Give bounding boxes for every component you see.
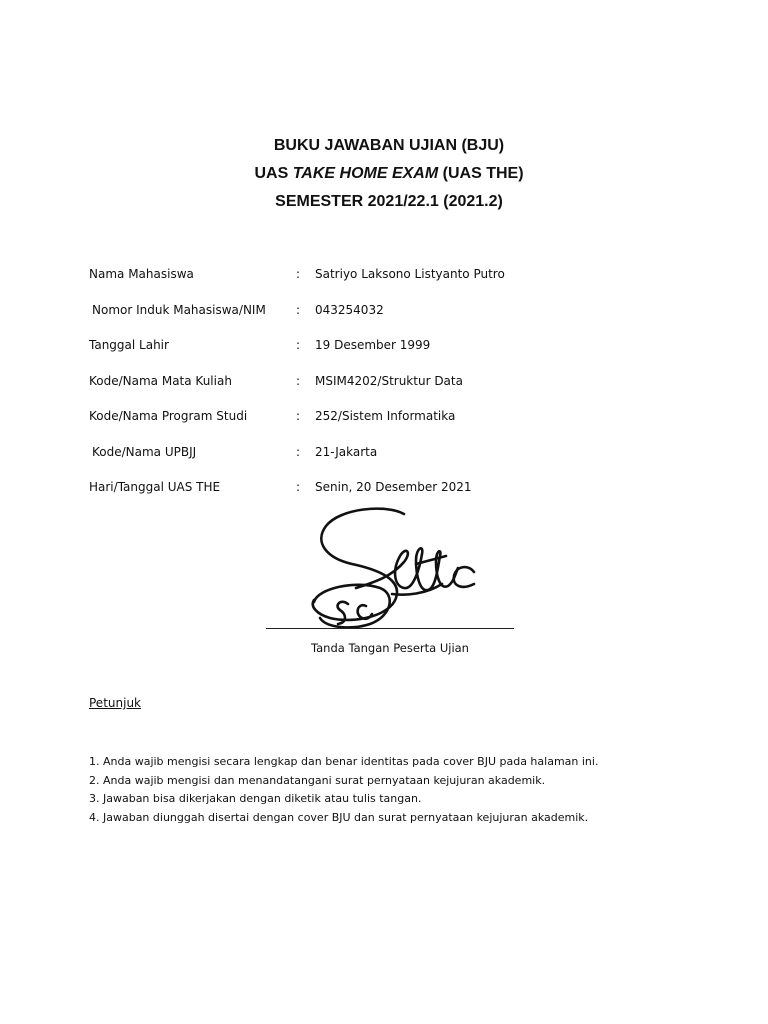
identity-label: Nomor Induk Mahasiswa/NIM: [92, 302, 266, 317]
identity-colon: :: [296, 373, 301, 388]
identity-row-nim: [89, 300, 689, 336]
identity-row-tanggal-lahir: [89, 335, 689, 371]
identity-table: [89, 264, 689, 513]
identity-value: MSIM4202/Struktur Data: [315, 373, 463, 388]
identity-row-mata-kuliah: [89, 371, 689, 407]
signature-strokes: [313, 509, 474, 628]
handwritten-signature: [296, 506, 492, 634]
identity-row-upbjj: [89, 442, 689, 478]
identity-value: 252/Sistem Informatika: [315, 409, 456, 423]
identity-value: 21-Jakarta: [315, 444, 378, 459]
petunjuk-heading: Petunjuk: [89, 696, 141, 710]
identity-colon: :: [296, 302, 301, 317]
identity-colon: :: [296, 267, 301, 281]
signature-caption: Tanda Tangan Peserta Ujian: [311, 641, 469, 655]
identity-colon: :: [296, 409, 301, 423]
identity-value: 19 Desember 1999: [315, 338, 431, 352]
title-line-2-italic: TAKE HOME EXAM: [292, 165, 439, 182]
signature-line: [266, 628, 514, 629]
title-line-2: [0, 160, 768, 188]
petunjuk-list: [89, 753, 689, 827]
identity-label: Kode/Nama Mata Kuliah: [89, 373, 232, 388]
identity-label: Hari/Tanggal UAS THE: [89, 480, 221, 494]
title-line-3: SEMESTER 2021/22.1 (2021.2): [275, 193, 503, 210]
identity-value: Satriyo Laksono Listyanto Putro: [315, 267, 505, 281]
identity-row-nama: [89, 264, 689, 300]
petunjuk-item: 3. Jawaban bisa dikerjakan dengan diketik atau tulis tangan.: [89, 792, 422, 805]
title-line-1: BUKU JAWABAN UJIAN (BJU): [273, 137, 505, 154]
identity-label: Tanggal Lahir: [89, 338, 169, 352]
identity-label: Nama Mahasiswa: [89, 267, 194, 281]
identity-colon: :: [296, 338, 301, 352]
identity-value: 043254032: [315, 302, 384, 317]
petunjuk-item: 4. Jawaban diunggah disertai dengan cover BJU dan surat pernyataan kejujuran akademik.: [89, 810, 589, 824]
document-title: [0, 132, 768, 216]
title-line-2-suffix: (UAS THE): [438, 165, 524, 182]
petunjuk-item: 2. Anda wajib mengisi dan menandatangani surat pernyataan kejujuran akademik.: [89, 773, 546, 787]
petunjuk-item: 1. Anda wajib mengisi secara lengkap dan benar identitas pada cover BJU pada halaman ini.: [89, 755, 599, 768]
identity-colon: :: [296, 480, 301, 494]
identity-label: Kode/Nama Program Studi: [89, 409, 248, 423]
identity-colon: :: [296, 444, 301, 459]
identity-row-program-studi: [89, 406, 689, 442]
identity-label: Kode/Nama UPBJJ: [92, 444, 197, 459]
title-line-2-prefix: UAS: [254, 165, 293, 182]
identity-value: Senin, 20 Desember 2021: [315, 480, 472, 494]
